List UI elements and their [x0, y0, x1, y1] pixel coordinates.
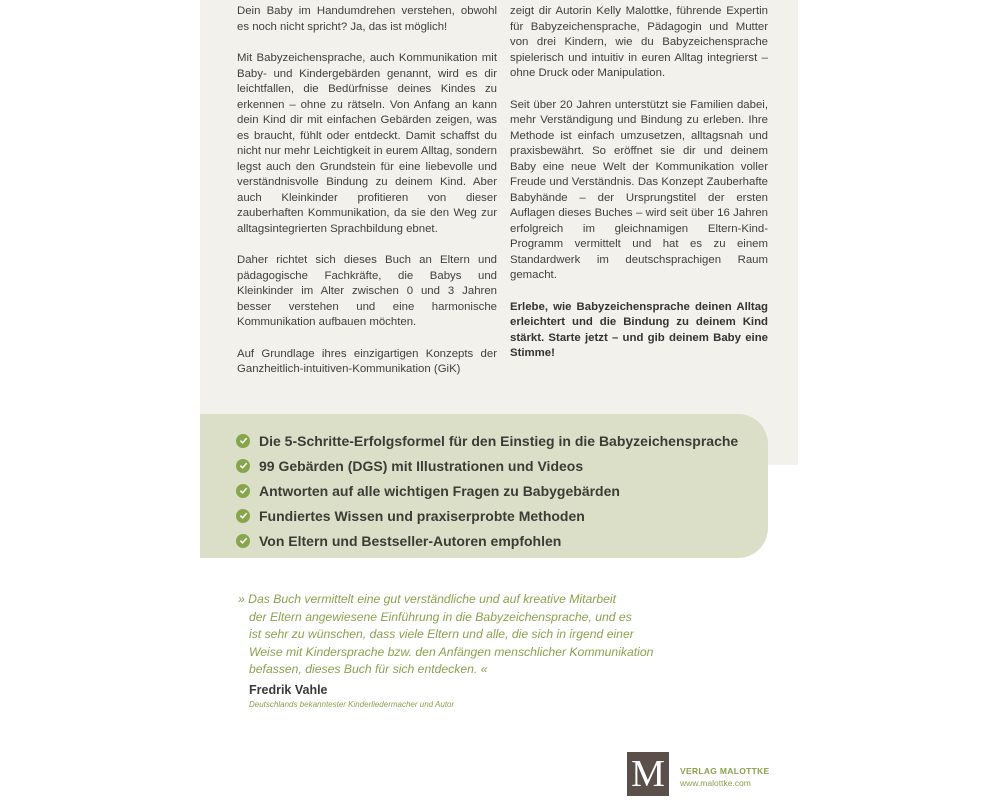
feature-label: Fundiertes Wissen und praxiserprobte Methoden	[259, 507, 585, 524]
feature-item	[236, 503, 768, 528]
feature-label: Antworten auf alle wichtigen Fragen zu Babygebärden	[259, 482, 620, 499]
left-paragraph-3: Daher richtet sich dieses Buch an Eltern und pädagogische Fachkräfte, die Babys und Kleinkinder im Alter zwischen 0 und 3 Jahren besser verstehen und eine harmonische Kommunikation aufbauen möchten.	[237, 254, 497, 328]
check-circle-icon	[236, 434, 250, 448]
quote-line: der Eltern angewiesene Einführung in die Babyzeichensprache, und es	[249, 609, 632, 624]
feature-label: Von Eltern und Bestseller-Autoren empfohlen	[259, 532, 562, 549]
right-paragraph-3: Erlebe, wie Babyzeichensprache deinen Alltag erleichtert und die Bindung zu deinem Kind stärkt. Starte jetzt – und gib deinem Baby eine Stimme!	[510, 300, 768, 359]
check-circle-icon	[236, 484, 250, 498]
right-text-column	[510, 4, 768, 378]
feature-label: Die 5-Schritte-Erfolgsformel für den Einstieg in die Babyzeichensprache	[259, 432, 739, 449]
feature-item	[236, 453, 768, 478]
logo-letter: M	[631, 753, 665, 795]
testimonial-quote	[238, 591, 708, 679]
quote-line: » Das Buch vermittelt eine gut verständliche und auf kreative Mitarbeit	[238, 592, 617, 606]
left-text-column	[237, 4, 497, 394]
feature-list	[200, 414, 768, 553]
publisher-logo	[627, 752, 669, 796]
quote-line: Weise mit Kindersprache bzw. den Anfängen menschlicher Kommunikation	[249, 644, 654, 659]
quote-line: ist sehr zu wünschen, dass viele Eltern und alle, die sich in irgend einer	[249, 627, 634, 641]
feature-item	[236, 478, 768, 503]
check-circle-icon	[236, 459, 250, 473]
feature-box	[200, 414, 768, 558]
check-circle-icon	[236, 534, 250, 548]
right-paragraph-2: Seit über 20 Jahren unterstützt sie Familien dabei, mehr Verständigung und Bindung zu erleben. Ihre Methode ist einfach umzusetzen, alltagsnah und praxisbewährt. So eröffnet sie dir und deinem Baby eine neue Welt der Kommunikation voller Freude und Verständnis. Das Konzept Zauberhafte Babyhände – der Ursprungstitel der ersten Auflagen dieses Buches – wird seit über 16 Jahren erfolgreich im gleichnamigen Eltern-Kind-Programm vermittelt und hat es zu einem Standardwerk im deutschsprachigen Raum gemacht.	[510, 98, 768, 281]
quote-author: Fredrik Vahle	[249, 683, 328, 697]
left-paragraph-2: Mit Babyzeichensprache, auch Kommunikation mit Baby- und Kindergebärden genannt, wird es dir leichtfallen, die Bedürfnisse deines Kindes zu erkennen – ohne zu rätseln. Von Anfang an kann dein Kind dir mit einfachen Gebärden zeigen, was es braucht, fühlt oder entdeckt. Damit schaffst du nicht nur mehr Leichtigkeit in eurem Alltag, sondern legst auch den Grundstein für eine liebevolle und verständnisvolle Bindung zu deinem Kind. Aber auch Kleinkinder profitieren von dieser zauberhaften Kommunikation, da sie den Weg zur alltagsintegrierten Sprachbildung ebnet.	[237, 52, 497, 235]
check-circle-icon	[236, 509, 250, 523]
feature-item	[236, 528, 768, 553]
feature-label: 99 Gebärden (DGS) mit Illustrationen und Videos	[259, 457, 584, 474]
publisher-url: www.malottke.com	[680, 778, 751, 788]
quote-author-description: Deutschlands bekanntester Kinderliedermacher und Autor	[249, 700, 455, 709]
right-paragraph-1: zeigt dir Autorin Kelly Malottke, führende Expertin für Babyzeichensprache, Pädagogin und Mutter von drei Kindern, wie du Babyzeichensprache spielerisch und intuitiv in euren Alltag integrierst – ohne Druck oder Manipulation.	[510, 5, 768, 79]
left-paragraph-1: Dein Baby im Handumdrehen verstehen, obwohl es noch nicht spricht? Ja, das ist möglich!	[237, 5, 497, 33]
feature-item	[236, 428, 768, 453]
left-paragraph-4: Auf Grundlage ihres einzigartigen Konzepts der Ganzheitlich-intuitiven-Kommunikation (GiK)	[237, 347, 497, 375]
quote-line: befassen, dieses Buch für sich entdecken. «	[249, 662, 488, 676]
publisher-name: VERLAG MALOTTKE	[680, 766, 770, 776]
